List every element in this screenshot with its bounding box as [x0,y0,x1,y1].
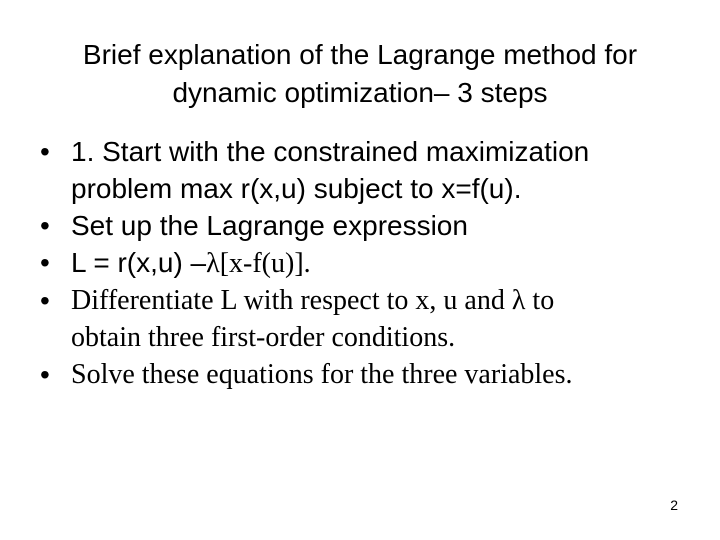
lagrangian-expression-left: L = r(x,u) – [71,247,207,278]
bullet-item-2 [40,207,700,244]
bullet-marker: • [40,285,50,316]
title-line-2: dynamic optimization– 3 steps [172,77,548,108]
bullet-item-5 [40,356,700,393]
bullet-marker: • [40,210,50,241]
bullet-list [40,133,700,393]
title-line-1: Brief explanation of the Lagrange method for [82,39,638,70]
slide-title [30,36,690,112]
bullet-4-line-1: Differentiate L with respect to x, u and λ to [71,285,555,316]
bullet-marker: • [40,247,50,278]
lagrangian-expression-right: λ[x-f(u)]. [206,248,311,279]
bullet-1-line-1: 1. Start with the constrained maximization [71,136,590,167]
bullet-item-1 [40,133,700,207]
page-number: 2 [670,497,678,513]
bullet-item-4 [40,282,700,356]
bullet-5-line-1: Solve these equations for the three variables. [71,359,573,390]
bullet-marker: • [40,136,50,167]
bullet-item-3 [40,244,700,282]
bullet-marker: • [40,359,50,390]
bullet-4-line-2: obtain three first-order conditions. [71,322,456,353]
bullet-2-line-1: Set up the Lagrange expression [71,210,468,241]
bullet-1-line-2: problem max r(x,u) subject to x=f(u). [71,173,522,204]
